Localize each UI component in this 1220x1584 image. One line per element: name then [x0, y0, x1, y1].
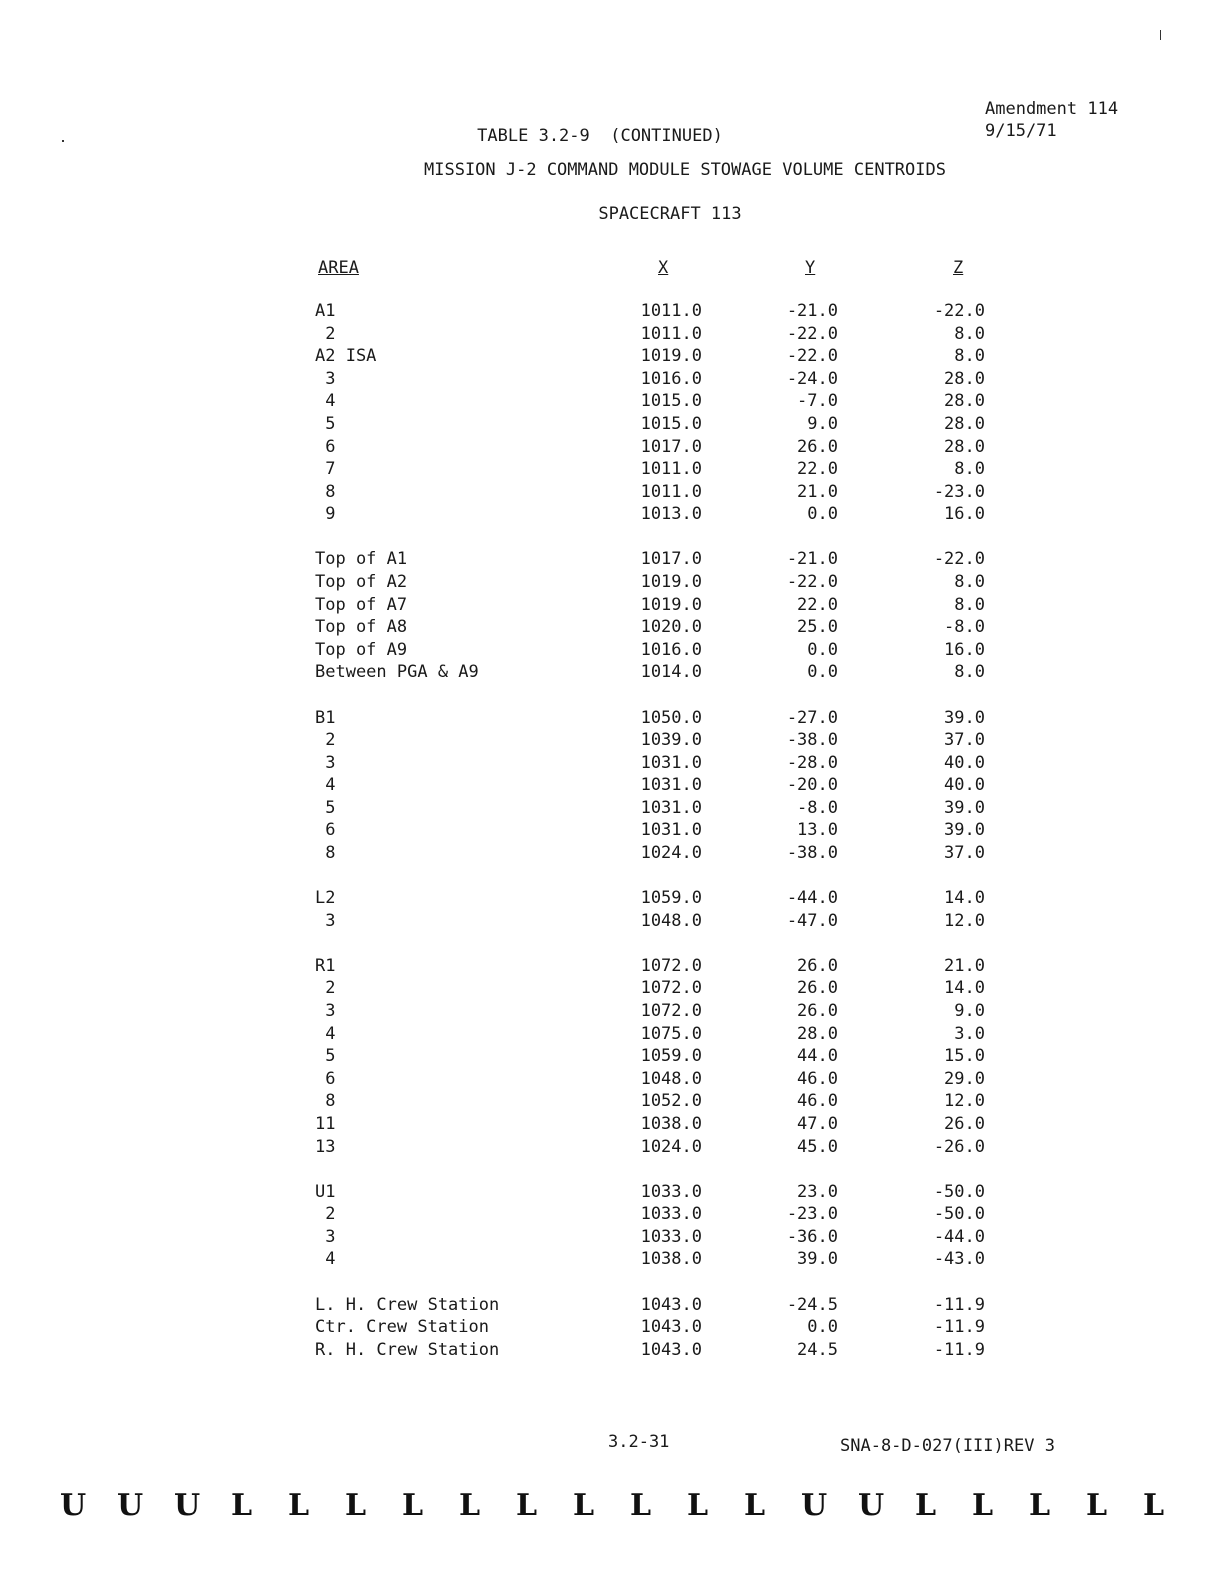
y-cell: -24.5 — [786, 1294, 838, 1315]
edge-mark: L — [402, 1488, 424, 1523]
table-row — [0, 955, 1100, 978]
x-cell: 1011.0 — [640, 481, 702, 502]
area-cell: L2 — [315, 888, 336, 909]
amendment-label: Amendment 114 — [985, 99, 1119, 119]
x-cell: 1059.0 — [640, 1046, 702, 1067]
page-number: 3.2-31 — [608, 1432, 670, 1452]
x-cell: 1015.0 — [640, 391, 702, 412]
row-group — [0, 955, 1100, 1158]
table-row — [0, 1294, 1100, 1317]
y-cell: 26.0 — [797, 978, 838, 999]
area-cell: 2 — [315, 730, 336, 751]
area-cell: 4 — [315, 391, 336, 412]
edge-mark: U — [801, 1488, 828, 1523]
area-cell: 9 — [315, 504, 336, 525]
x-cell: 1019.0 — [640, 594, 702, 615]
table-row — [0, 1248, 1100, 1271]
area-cell: 2 — [315, 323, 336, 344]
x-cell: 1016.0 — [640, 639, 702, 660]
area-cell: 4 — [315, 1023, 336, 1044]
x-cell: 1014.0 — [640, 662, 702, 683]
z-cell: 37.0 — [944, 730, 985, 751]
area-cell: 7 — [315, 459, 336, 480]
area-cell: 5 — [315, 797, 336, 818]
table-row — [0, 571, 1100, 594]
x-cell: 1039.0 — [640, 730, 702, 751]
area-cell: 6 — [315, 436, 336, 457]
column-header-area: AREA — [318, 258, 359, 278]
table-row — [0, 910, 1100, 933]
area-cell: R. H. Crew Station — [315, 1339, 500, 1360]
x-cell: 1015.0 — [640, 413, 702, 434]
table-row — [0, 1113, 1100, 1136]
spacecraft-label: SPACECRAFT 113 — [598, 204, 742, 224]
corner-tick — [1160, 30, 1161, 40]
table-row — [0, 1068, 1100, 1091]
y-cell: -21.0 — [786, 301, 838, 321]
y-cell: -22.0 — [786, 346, 838, 367]
centroid-table — [0, 300, 1100, 1384]
y-cell: 45.0 — [797, 1136, 838, 1157]
column-header-y: Y — [805, 258, 816, 278]
table-row — [0, 752, 1100, 775]
z-cell: -50.0 — [933, 1204, 985, 1225]
x-cell: 1043.0 — [640, 1339, 702, 1360]
z-cell: 37.0 — [944, 843, 985, 864]
edge-mark: L — [1086, 1488, 1108, 1523]
edge-mark: L — [744, 1488, 766, 1523]
z-cell: 12.0 — [944, 910, 985, 931]
y-cell: 26.0 — [797, 436, 838, 457]
table-row — [0, 368, 1100, 391]
table-row — [0, 1339, 1100, 1362]
z-cell: 28.0 — [944, 413, 985, 434]
amendment-date: 9/15/71 — [985, 121, 1057, 141]
table-row — [0, 977, 1100, 1000]
document-id: SNA-8-D-027(III)REV 3 — [840, 1436, 1055, 1456]
area-cell: 2 — [315, 978, 336, 999]
table-row — [0, 1023, 1100, 1046]
area-cell: 8 — [315, 1091, 336, 1112]
x-cell: 1043.0 — [640, 1294, 702, 1315]
y-cell: 28.0 — [797, 1023, 838, 1044]
z-cell: 28.0 — [944, 368, 985, 389]
x-cell: 1011.0 — [640, 459, 702, 480]
edge-mark: L — [972, 1488, 994, 1523]
area-cell: 5 — [315, 413, 336, 434]
x-cell: 1043.0 — [640, 1317, 702, 1338]
table-row — [0, 616, 1100, 639]
z-cell: -11.9 — [933, 1339, 985, 1360]
z-cell: -11.9 — [933, 1317, 985, 1338]
area-cell: U1 — [315, 1181, 336, 1202]
area-cell: A2 ISA — [315, 346, 377, 367]
x-cell: 1059.0 — [640, 888, 702, 909]
x-cell: 1072.0 — [640, 955, 702, 976]
y-cell: 25.0 — [797, 617, 838, 638]
row-group — [0, 300, 1100, 526]
table-row — [0, 1045, 1100, 1068]
z-cell: 28.0 — [944, 436, 985, 457]
x-cell: 1019.0 — [640, 346, 702, 367]
table-row — [0, 1316, 1100, 1339]
x-cell: 1052.0 — [640, 1091, 702, 1112]
x-cell: 1048.0 — [640, 910, 702, 931]
table-row — [0, 797, 1100, 820]
y-cell: -47.0 — [786, 910, 838, 931]
table-row — [0, 887, 1100, 910]
y-cell: -27.0 — [786, 707, 838, 728]
z-cell: 29.0 — [944, 1068, 985, 1089]
x-cell: 1020.0 — [640, 617, 702, 638]
table-row — [0, 1203, 1100, 1226]
area-cell: R1 — [315, 955, 336, 976]
y-cell: -8.0 — [797, 797, 838, 818]
table-row — [0, 842, 1100, 865]
area-cell: 8 — [315, 843, 336, 864]
y-cell: 23.0 — [797, 1181, 838, 1202]
area-cell: 3 — [315, 1226, 336, 1247]
area-cell: A1 — [315, 301, 336, 321]
y-cell: -38.0 — [786, 730, 838, 751]
y-cell: -36.0 — [786, 1226, 838, 1247]
y-cell: 0.0 — [807, 1317, 838, 1338]
z-cell: 15.0 — [944, 1046, 985, 1067]
bottom-edge-marks — [60, 1488, 1165, 1528]
x-cell: 1011.0 — [640, 323, 702, 344]
edge-mark: L — [516, 1488, 538, 1523]
y-cell: -44.0 — [786, 888, 838, 909]
y-cell: -22.0 — [786, 323, 838, 344]
x-cell: 1033.0 — [640, 1204, 702, 1225]
z-cell: -8.0 — [944, 617, 985, 638]
z-cell: 39.0 — [944, 820, 985, 841]
z-cell: 40.0 — [944, 775, 985, 796]
y-cell: 39.0 — [797, 1249, 838, 1270]
z-cell: 14.0 — [944, 888, 985, 909]
y-cell: -7.0 — [797, 391, 838, 412]
z-cell: 16.0 — [944, 504, 985, 525]
table-subtitle: MISSION J-2 COMMAND MODULE STOWAGE VOLUME CENTROIDS — [424, 160, 946, 180]
x-cell: 1031.0 — [640, 797, 702, 818]
z-cell: -23.0 — [933, 481, 985, 502]
y-cell: 26.0 — [797, 955, 838, 976]
table-row — [0, 639, 1100, 662]
table-row — [0, 548, 1100, 571]
y-cell: 0.0 — [807, 504, 838, 525]
edge-mark: L — [687, 1488, 709, 1523]
table-row — [0, 774, 1100, 797]
x-cell: 1075.0 — [640, 1023, 702, 1044]
table-row — [0, 436, 1100, 459]
table-row — [0, 345, 1100, 368]
x-cell: 1019.0 — [640, 572, 702, 593]
z-cell: 8.0 — [954, 346, 985, 367]
z-cell: 16.0 — [944, 639, 985, 660]
x-cell: 1031.0 — [640, 775, 702, 796]
z-cell: 3.0 — [954, 1023, 985, 1044]
table-title: TABLE 3.2-9 (CONTINUED) — [477, 126, 723, 146]
table-row — [0, 390, 1100, 413]
z-cell: -50.0 — [933, 1181, 985, 1202]
z-cell: 40.0 — [944, 752, 985, 773]
z-cell: -26.0 — [933, 1136, 985, 1157]
x-cell: 1050.0 — [640, 707, 702, 728]
table-row — [0, 458, 1100, 481]
x-cell: 1038.0 — [640, 1249, 702, 1270]
x-cell: 1024.0 — [640, 1136, 702, 1157]
x-cell: 1072.0 — [640, 978, 702, 999]
area-cell: 4 — [315, 1249, 336, 1270]
z-cell: 12.0 — [944, 1091, 985, 1112]
table-row — [0, 729, 1100, 752]
y-cell: -22.0 — [786, 572, 838, 593]
row-group — [0, 707, 1100, 865]
y-cell: 24.5 — [797, 1339, 838, 1360]
x-cell: 1013.0 — [640, 504, 702, 525]
z-cell: 8.0 — [954, 594, 985, 615]
row-group — [0, 1294, 1100, 1362]
z-cell: 21.0 — [944, 955, 985, 976]
y-cell: -38.0 — [786, 843, 838, 864]
edge-mark: L — [288, 1488, 310, 1523]
area-cell: Ctr. Crew Station — [315, 1317, 489, 1338]
area-cell: Top of A1 — [315, 549, 408, 570]
z-cell: 14.0 — [944, 978, 985, 999]
edge-mark: L — [231, 1488, 253, 1523]
y-cell: 0.0 — [807, 662, 838, 683]
area-cell: 3 — [315, 910, 336, 931]
area-cell: 3 — [315, 1001, 336, 1022]
area-cell: 5 — [315, 1046, 336, 1067]
edge-mark: L — [345, 1488, 367, 1523]
z-cell: -43.0 — [933, 1249, 985, 1270]
z-cell: 39.0 — [944, 797, 985, 818]
x-cell: 1016.0 — [640, 368, 702, 389]
edge-mark: L — [1143, 1488, 1165, 1523]
y-cell: 22.0 — [797, 459, 838, 480]
area-cell: 6 — [315, 820, 336, 841]
z-cell: -44.0 — [933, 1226, 985, 1247]
x-cell: 1017.0 — [640, 436, 702, 457]
area-cell: L. H. Crew Station — [315, 1294, 500, 1315]
edge-mark: U — [174, 1488, 201, 1523]
table-row — [0, 1136, 1100, 1159]
y-cell: 0.0 — [807, 639, 838, 660]
area-cell: 2 — [315, 1204, 336, 1225]
area-cell: B1 — [315, 707, 336, 728]
edge-mark: L — [573, 1488, 595, 1523]
edge-mark: L — [1029, 1488, 1051, 1523]
area-cell: 6 — [315, 1068, 336, 1089]
y-cell: 44.0 — [797, 1046, 838, 1067]
area-cell: 3 — [315, 752, 336, 773]
x-cell: 1031.0 — [640, 820, 702, 841]
edge-mark: L — [915, 1488, 937, 1523]
edge-mark: U — [60, 1488, 87, 1523]
x-cell: 1033.0 — [640, 1226, 702, 1247]
area-cell: Top of A8 — [315, 617, 408, 638]
table-row — [0, 819, 1100, 842]
y-cell: -28.0 — [786, 752, 838, 773]
stray-dot — [62, 140, 64, 142]
x-cell: 1048.0 — [640, 1068, 702, 1089]
table-row — [0, 413, 1100, 436]
edge-mark: L — [630, 1488, 652, 1523]
y-cell: 22.0 — [797, 594, 838, 615]
y-cell: 46.0 — [797, 1068, 838, 1089]
x-cell: 1017.0 — [640, 549, 702, 570]
x-cell: 1031.0 — [640, 752, 702, 773]
x-cell: 1033.0 — [640, 1181, 702, 1202]
column-header-z: Z — [953, 258, 964, 278]
y-cell: -20.0 — [786, 775, 838, 796]
table-row — [0, 707, 1100, 730]
x-cell: 1038.0 — [640, 1114, 702, 1134]
z-cell: 8.0 — [954, 323, 985, 344]
table-row — [0, 481, 1100, 504]
z-cell: -22.0 — [933, 301, 985, 321]
area-cell: Top of A9 — [315, 639, 408, 660]
z-cell: -11.9 — [933, 1294, 985, 1315]
area-cell: 3 — [315, 368, 336, 389]
table-row — [0, 1000, 1100, 1023]
x-cell: 1011.0 — [640, 301, 702, 321]
table-row — [0, 1090, 1100, 1113]
column-header-x: X — [658, 258, 669, 278]
y-cell: -23.0 — [786, 1204, 838, 1225]
area-cell: Top of A2 — [315, 572, 408, 593]
z-cell: 8.0 — [954, 572, 985, 593]
row-group — [0, 548, 1100, 684]
y-cell: 47.0 — [797, 1114, 838, 1134]
table-row — [0, 300, 1100, 323]
area-cell: 4 — [315, 775, 336, 796]
area-cell: 13 — [315, 1136, 336, 1157]
y-cell: 13.0 — [797, 820, 838, 841]
area-cell: Between PGA & A9 — [315, 662, 479, 683]
area-cell: Top of A7 — [315, 594, 408, 615]
y-cell: 46.0 — [797, 1091, 838, 1112]
table-row — [0, 661, 1100, 684]
y-cell: -21.0 — [786, 549, 838, 570]
edge-mark: L — [459, 1488, 481, 1523]
z-cell: 39.0 — [944, 707, 985, 728]
x-cell: 1024.0 — [640, 843, 702, 864]
x-cell: 1072.0 — [640, 1001, 702, 1022]
z-cell: 26.0 — [944, 1114, 985, 1134]
z-cell: 28.0 — [944, 391, 985, 412]
row-group — [0, 1181, 1100, 1271]
z-cell: 8.0 — [954, 662, 985, 683]
row-group — [0, 887, 1100, 932]
table-row — [0, 1226, 1100, 1249]
edge-mark: U — [858, 1488, 885, 1523]
area-cell: 8 — [315, 481, 336, 502]
y-cell: -24.0 — [786, 368, 838, 389]
table-row — [0, 594, 1100, 617]
y-cell: 26.0 — [797, 1001, 838, 1022]
table-row — [0, 323, 1100, 346]
edge-mark: U — [117, 1488, 144, 1523]
table-row — [0, 503, 1100, 526]
y-cell: 21.0 — [797, 481, 838, 502]
area-cell: 11 — [315, 1114, 336, 1134]
table-row — [0, 1181, 1100, 1204]
z-cell: 8.0 — [954, 459, 985, 480]
y-cell: 9.0 — [807, 413, 838, 434]
z-cell: -22.0 — [933, 549, 985, 570]
z-cell: 9.0 — [954, 1001, 985, 1022]
